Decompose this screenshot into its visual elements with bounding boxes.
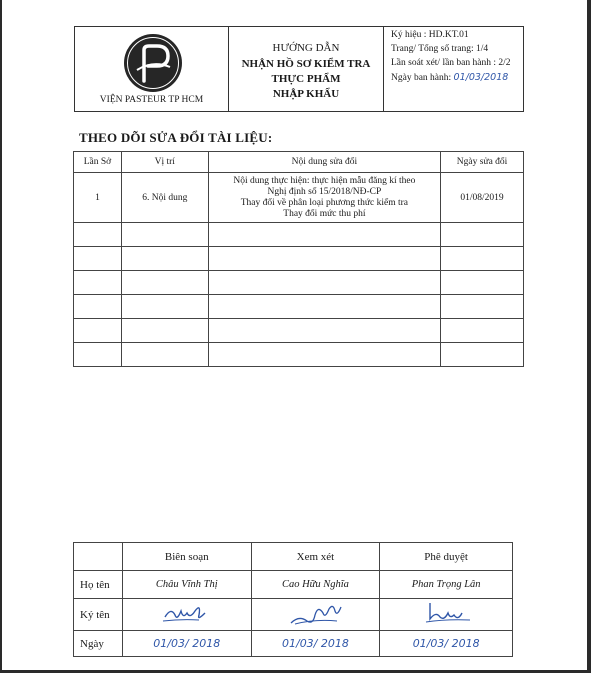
revision-no: 1 [74, 173, 122, 223]
table-row [74, 271, 524, 295]
issue-date-line [391, 72, 508, 83]
approver-sign-date: 01/03/ 2018 [380, 631, 513, 657]
revision-section-title: THEO DÕI SỬA ĐỔI TÀI LIỆU: [79, 130, 273, 145]
issue-date: 01/03/2018 [453, 72, 509, 83]
scan-edge-left [0, 0, 2, 673]
document-code: Ký hiệu : HD.KT.01 [391, 30, 469, 40]
signature-sign-row [74, 599, 513, 631]
col-header-reviewer: Xem xét [251, 543, 380, 571]
date-row-label: Ngày [74, 631, 123, 657]
reviewer-name: Cao Hữu Nghĩa [251, 571, 380, 599]
organization-name: VIỆN PASTEUR TP HCM [99, 95, 204, 105]
scan-edge-right [587, 0, 591, 673]
revision-number: Lần soát xét/ lần ban hành : 2/2 [391, 58, 511, 68]
col-header-position: Vị trí [121, 152, 208, 173]
header-meta-cell [384, 27, 523, 111]
col-header-content: Nội dung sửa đổi [208, 152, 440, 173]
col-header-approver: Phê duyệt [380, 543, 513, 571]
table-row [74, 223, 524, 247]
author-name: Châu Vĩnh Thị [122, 571, 251, 599]
table-row [74, 319, 524, 343]
col-header-author: Biên soạn [122, 543, 251, 571]
reviewer-sign-date: 01/03/ 2018 [251, 631, 380, 657]
table-row [74, 343, 524, 367]
content-line: Nghị định số 15/2018/NĐ-CP [267, 186, 382, 197]
revision-header-row [74, 152, 524, 173]
signature-header-row [74, 543, 513, 571]
revision-content [208, 173, 440, 223]
document-title: NHẬN HỒ SƠ KIỂM TRA THỰC PHẨM NHẬP KHẨU [241, 58, 371, 100]
sign-row-label: Ký tên [74, 599, 123, 631]
reviewer-signature-cell [251, 599, 380, 631]
author-signature-cell [122, 599, 251, 631]
signature-date-row [74, 631, 513, 657]
table-row [74, 173, 524, 223]
col-header-date: Ngày sửa đổi [441, 152, 524, 173]
approver-signature-icon [416, 599, 476, 627]
col-header-no: Lần Sở [74, 152, 122, 173]
content-line: Thay đổi về phân loại phương thức kiểm tra [240, 197, 409, 208]
revision-position: 6. Nội dung [121, 173, 208, 223]
institute-logo-icon [123, 33, 183, 93]
signature-name-row [74, 571, 513, 599]
content-line: Thay đổi mức thu phí [283, 208, 366, 219]
header-title-cell [229, 27, 384, 111]
approver-signature-cell [380, 599, 513, 631]
document-header [74, 26, 524, 112]
table-row [74, 247, 524, 271]
document-type: HƯỚNG DẪN [272, 42, 340, 54]
signature-table [73, 542, 513, 657]
header-logo-cell [75, 27, 229, 111]
author-sign-date: 01/03/ 2018 [122, 631, 251, 657]
table-row [74, 295, 524, 319]
reviewer-signature-icon [285, 599, 345, 627]
revision-table [73, 151, 524, 367]
approver-name: Phan Trọng Lân [380, 571, 513, 599]
signature-corner-cell [74, 543, 123, 571]
content-line: Nội dung thực hiện: thực hiện mẫu đăng kí theo [233, 175, 416, 186]
name-row-label: Họ tên [74, 571, 123, 599]
issue-date-label: Ngày ban hành: [391, 73, 452, 83]
revision-date: 01/08/2019 [441, 173, 524, 223]
page-count: Trang/ Tổng số trang: 1/4 [391, 44, 489, 54]
author-signature-icon [157, 599, 217, 627]
